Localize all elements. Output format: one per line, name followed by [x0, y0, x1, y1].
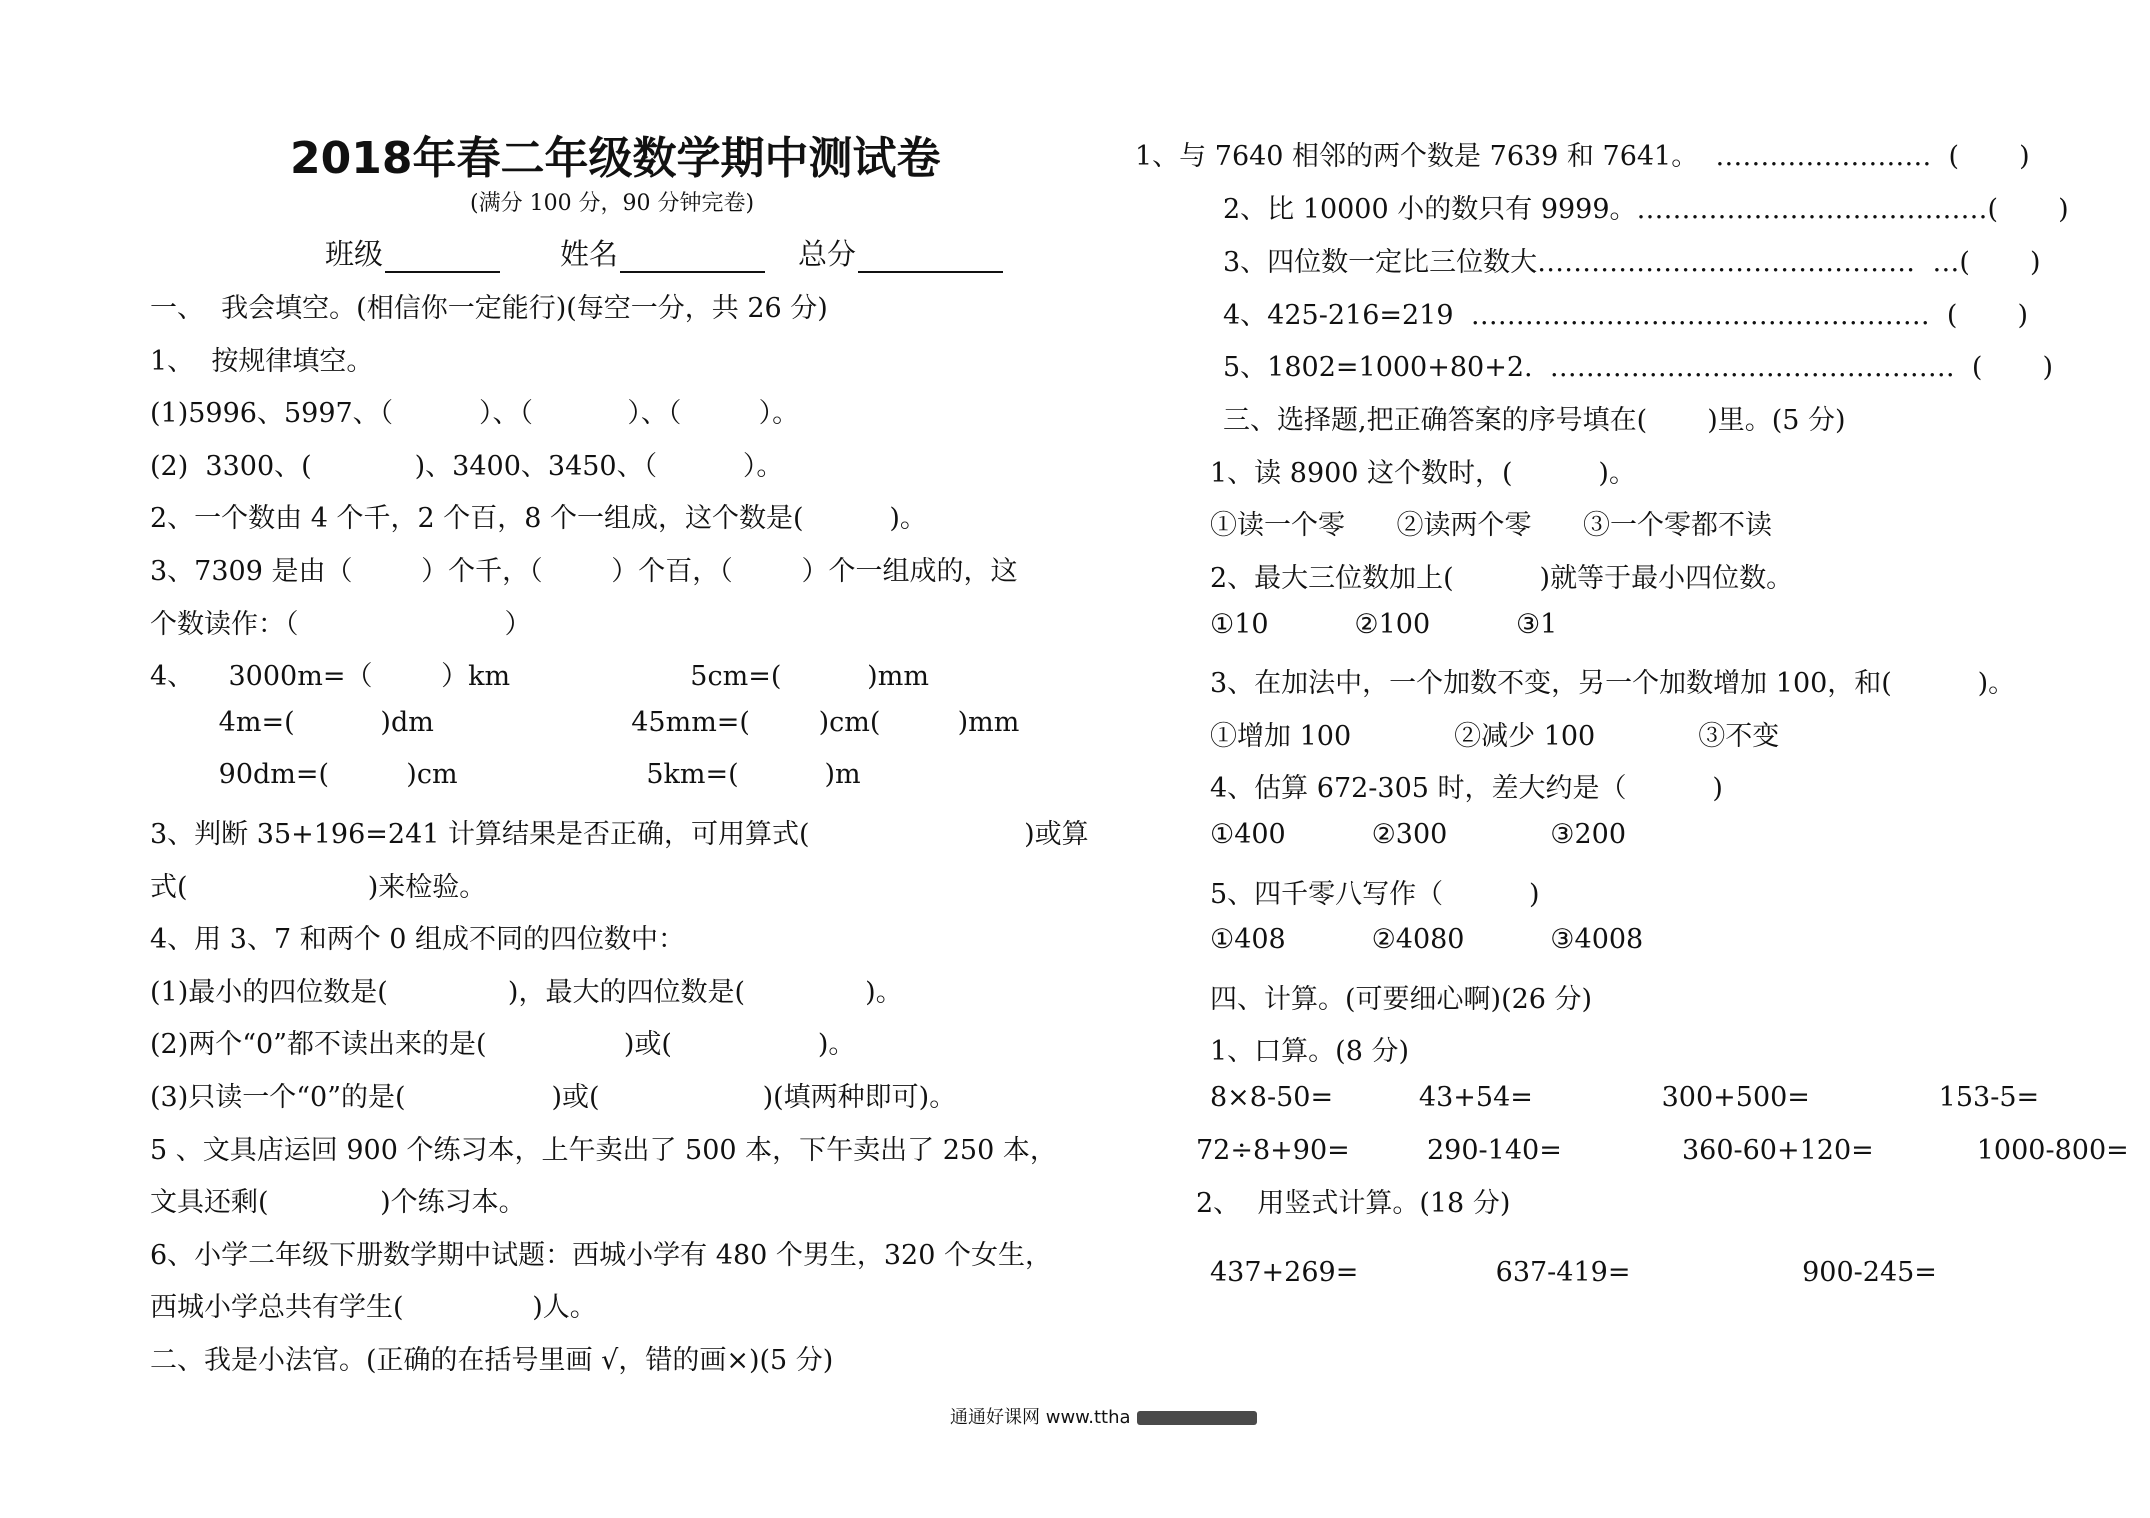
class-blank — [385, 241, 500, 273]
footer-watermark — [950, 1403, 1257, 1429]
exam-subtitle: (满分 100 分，90 分钟完卷) — [470, 191, 755, 216]
question-line: 一、 我会填空。(相信你一定能行)(每空一分，共 26 分) — [150, 293, 828, 324]
name-label: 姓名 — [560, 237, 619, 271]
question-line: 5 、文具店运回 900 个练习本，上午卖出了 500 本，下午卖出了 250 本， — [150, 1134, 1057, 1166]
question-line: ①408 ②4080 ③4008 — [1210, 924, 1644, 955]
score-field — [798, 232, 1003, 273]
class-label: 班级 — [325, 237, 384, 271]
question-line: (3)只读一个“0”的是( )或( )(填两种即可)。 — [150, 1082, 957, 1113]
question-line: (1)5996、5997、（ ）、（ ）、（ ）。 — [150, 398, 800, 430]
question-line: 4、 3000m=（ ）km 5cm=( )mm — [150, 661, 929, 693]
question-line: 4m=( )dm 45mm=( )cm( )mm — [150, 706, 1020, 738]
footer-text: 通通好课网 www.ttha — [950, 1407, 1131, 1428]
question-line: 2、一个数由 4 个千，2 个百，8 个一组成，这个数是( )。 — [150, 503, 927, 535]
question-line: 3、在加法中，一个加数不变，另一个加数增加 100，和( )。 — [1210, 668, 2016, 699]
question-line: 6、小学二年级下册数学期中试题：西城小学有 480 个男生，320 个女生， — [150, 1239, 1052, 1271]
question-line: 四、计算。(可要细心啊)(26 分) — [1210, 984, 1593, 1015]
question-line: 1、口算。(8 分) — [1210, 1036, 1410, 1067]
score-label: 总分 — [798, 237, 857, 271]
question-line: 90dm=( )cm 5km=( )m — [150, 759, 861, 791]
question-line: 1、读 8900 这个数时，( )。 — [1210, 458, 1636, 489]
question-line: 4、用 3、7 和两个 0 组成不同的四位数中： — [150, 924, 686, 956]
question-line: 西城小学总共有学生( )人。 — [150, 1292, 597, 1324]
question-line: 二、我是小法官。(正确的在括号里画 √，错的画×)(5 分) — [150, 1345, 834, 1376]
question-line: (1)最小的四位数是( )，最大的四位数是( )。 — [150, 976, 903, 1008]
question-line: 三、选择题,把正确答案的序号填在( )里。(5 分) — [1223, 405, 1846, 436]
question-line: 2、 用竖式计算。(18 分) — [1196, 1188, 1511, 1219]
question-line: 1、 按规律填空。 — [150, 345, 374, 377]
question-line: (2) 3300、( )、3400、3450、（ ）。 — [150, 450, 784, 482]
question-line: 437+269= 637-419= 900-245= — [1210, 1257, 1937, 1288]
question-line: 文具还剩( )个练习本。 — [150, 1187, 526, 1219]
class-field — [325, 232, 500, 273]
question-line: 3、7309 是由（ ）个千，（ ）个百，（ ）个一组成的，这 — [150, 556, 1018, 587]
question-line: 2、最大三位数加上( )就等于最小四位数。 — [1210, 563, 1794, 594]
question-line: 4、425-216=219 …………………………………………… ( ) — [1223, 300, 2029, 331]
name-blank — [620, 241, 765, 273]
question-line: ①读一个零 ②读两个零 ③一个零都不读 — [1210, 510, 1772, 541]
question-line: 1、与 7640 相邻的两个数是 7639 和 7641。 …………………… ( ) — [1135, 141, 2030, 172]
question-line: 2、比 10000 小的数只有 9999。…………………………………( ) — [1223, 194, 2069, 225]
question-line: 3、四位数一定比三位数大…………………………………… …( ) — [1223, 247, 2041, 278]
exam-title: 2018年春二年级数学期中测试卷 — [290, 133, 941, 184]
question-line: 5、1802=1000+80+2. ……………………………………… ( ) — [1223, 352, 2054, 383]
question-line: 72÷8+90= 290-140= 360-60+120= 1000-800= — [1196, 1135, 2129, 1166]
question-line: ①400 ②300 ③200 — [1210, 819, 1627, 850]
footer-smudge — [1137, 1411, 1257, 1425]
question-line: 3、判断 35+196=241 计算结果是否正确，可用算式( )或算 — [150, 819, 1089, 850]
name-field — [560, 232, 765, 273]
question-line: 个数读作：（ ） — [150, 608, 532, 640]
question-line: ①10 ②100 ③1 — [1210, 609, 1558, 640]
question-line: ①增加 100 ②减少 100 ③不变 — [1210, 721, 1780, 752]
question-line: 4、估算 672-305 时，差大约是（ ) — [1210, 773, 1723, 804]
question-line: 8×8-50= 43+54= 300+500= 153-5= — [1210, 1082, 2040, 1113]
question-line: 5、四千零八写作（ ) — [1210, 879, 1540, 910]
score-blank — [858, 241, 1003, 273]
question-line: (2)两个“0”都不读出来的是( )或( )。 — [150, 1029, 856, 1061]
question-line: 式( )来检验。 — [150, 871, 487, 903]
